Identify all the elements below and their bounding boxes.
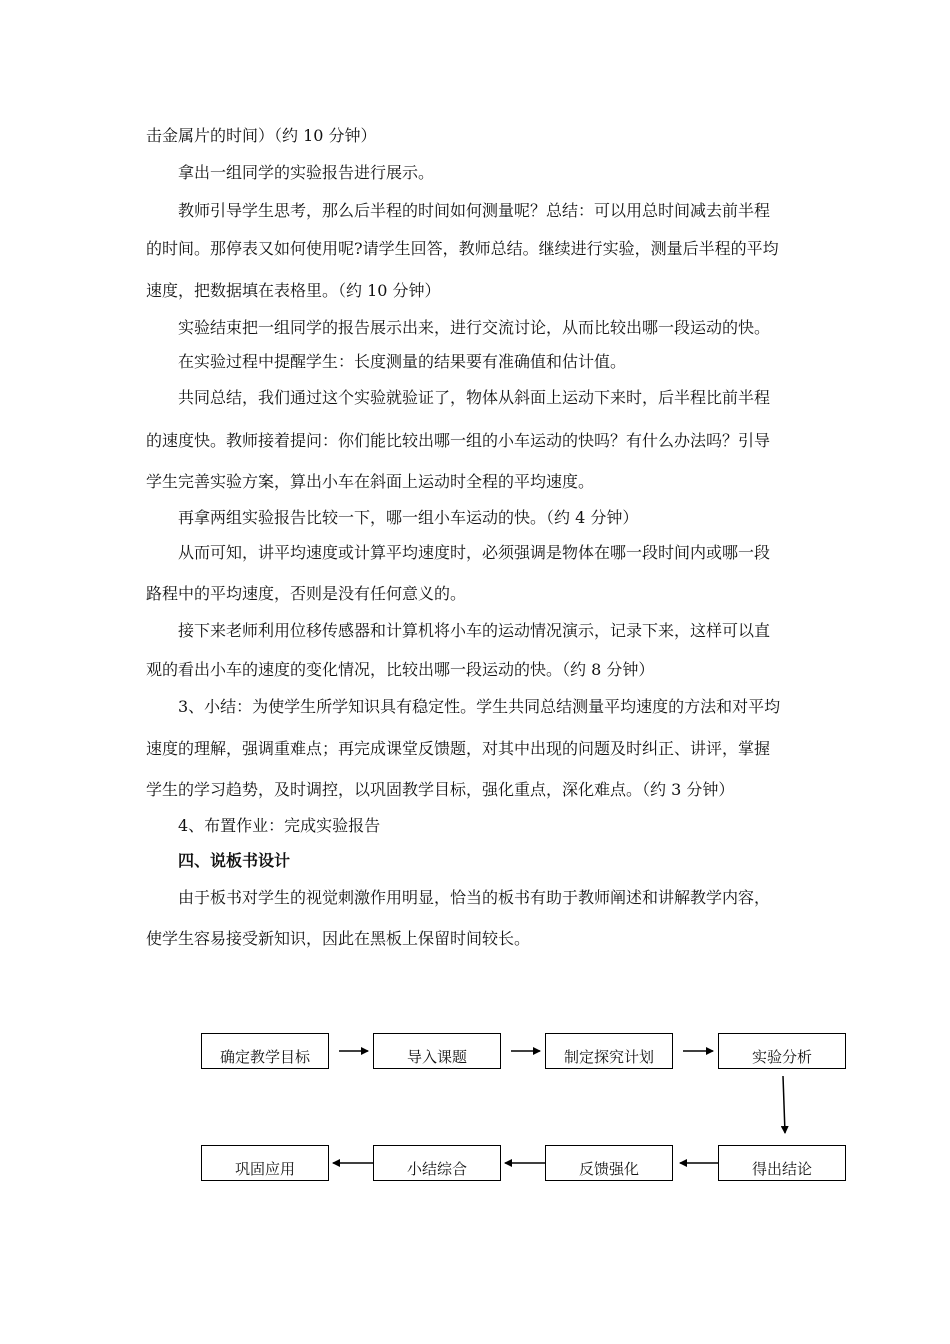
text-line: 在实验过程中提醒学生：长度测量的结果要有准确值和估计值。 bbox=[178, 352, 627, 371]
section-heading: 四、说板书设计 bbox=[178, 851, 291, 870]
flow-box-label: 导入课题 bbox=[406, 1048, 467, 1066]
flow-box-label: 得出结论 bbox=[751, 1160, 812, 1178]
text-line: 学生完善实验方案，算出小车在斜面上运动时全程的平均速度。 bbox=[146, 472, 595, 491]
flow-box-label: 实验分析 bbox=[751, 1048, 812, 1066]
text-line: 从而可知，讲平均速度或计算平均速度时，必须强调是物体在哪一段时间内或哪一段 bbox=[178, 543, 771, 562]
arrow-down bbox=[783, 1076, 785, 1133]
text-line: 教师引导学生思考，那么后半程的时间如何测量呢？总结：可以用总时间减去前半程 bbox=[178, 201, 771, 220]
text-line: 路程中的平均速度，否则是没有任何意义的。 bbox=[146, 584, 467, 603]
flow-box-label: 反馈强化 bbox=[578, 1160, 639, 1178]
flow-box-label: 小结综合 bbox=[406, 1160, 467, 1178]
text-line: 拿出一组同学的实验报告进行展示。 bbox=[178, 163, 435, 182]
text-line: 共同总结，我们通过这个实验就验证了，物体从斜面上运动下来时，后半程比前半程 bbox=[178, 388, 771, 407]
flow-box-label: 确定教学目标 bbox=[219, 1048, 310, 1066]
text-line: 的时间。那停表又如何使用呢?请学生回答，教师总结。继续进行实验，测量后半程的平均 bbox=[146, 239, 779, 258]
text-line: 4、布置作业：完成实验报告 bbox=[178, 816, 381, 835]
text-line: 接下来老师利用位移传感器和计算机将小车的运动情况演示，记录下来，这样可以直 bbox=[178, 621, 771, 640]
text-line: 速度，把数据填在表格里。（约 10 分钟） bbox=[146, 281, 441, 300]
text-line: 击金属片的时间）（约 10 分钟） bbox=[146, 126, 377, 145]
flow-box-label: 制定探究计划 bbox=[563, 1048, 654, 1066]
text-line: 3、小结：为使学生所学知识具有稳定性。学生共同总结测量平均速度的方法和对平均 bbox=[178, 697, 781, 716]
text-line: 使学生容易接受新知识，因此在黑板上保留时间较长。 bbox=[146, 929, 531, 948]
text-line: 观的看出小车的速度的变化情况，比较出哪一段运动的快。（约 8 分钟） bbox=[146, 660, 655, 679]
text-line: 由于板书对学生的视觉刺激作用明显，恰当的板书有助于教师阐述和讲解教学内容， bbox=[178, 888, 771, 907]
text-line: 的速度快。教师接着提问：你们能比较出哪一组的小车运动的快吗？有什么办法吗？引导 bbox=[146, 431, 771, 450]
text-line: 学生的学习趋势，及时调控，以巩固教学目标，强化重点，深化难点。（约 3 分钟） bbox=[146, 780, 735, 799]
flow-box-label: 巩固应用 bbox=[234, 1160, 295, 1178]
text-line: 实验结束把一组同学的报告展示出来，进行交流讨论，从而比较出哪一段运动的快。 bbox=[178, 318, 771, 337]
text-line: 再拿两组实验报告比较一下，哪一组小车运动的快。（约 4 分钟） bbox=[178, 508, 639, 527]
text-line: 速度的理解，强调重难点；再完成课堂反馈题，对其中出现的问题及时纠正、讲评，掌握 bbox=[146, 739, 771, 758]
